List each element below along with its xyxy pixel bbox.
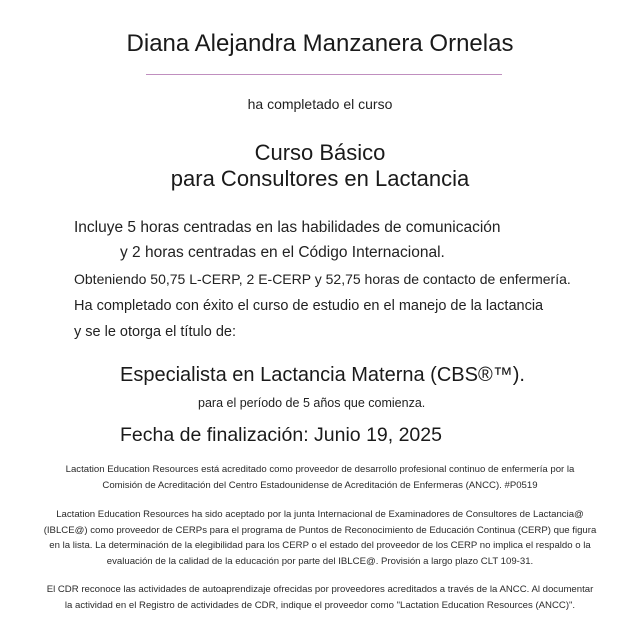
- award-line1: Ha completado con éxito el curso de estudio en el manejo de la lactancia: [74, 298, 544, 314]
- award-line2: y se le otorga el título de:: [74, 324, 237, 340]
- recipient-name: Diana Alejandra Manzanera Ornelas: [126, 30, 514, 57]
- iblce-note-line: Lactation Education Resources ha sido aceptado por la junta Internacional de Examinadores de Consultores de Lactancia@: [56, 509, 584, 520]
- course-title-line1: Curso Básico: [254, 140, 386, 165]
- cdr-accreditation-note: [0, 582, 640, 613]
- cdr-note-line: El CDR reconoce las actividades de autoaprendizaje ofrecidas por proveedores acreditados a través de la ANCC. Al documentar: [46, 584, 594, 595]
- ancc-accreditation-note: [0, 462, 640, 493]
- includes-line2: y 2 horas centradas en el Código Internacional.: [120, 244, 445, 261]
- credits-line: Obteniendo 50,75 L-CERP, 2 E-CERP y 52,75 horas de contacto de enfermería.: [74, 271, 571, 287]
- awarded-title: Especialista en Lactancia Materna (CBS®™).: [120, 364, 525, 386]
- completed-course-text: ha completado el curso: [247, 96, 393, 112]
- includes-line1: Incluye 5 horas centradas en las habilidades de comunicación: [74, 219, 501, 236]
- validity-period: para el período de 5 años que comienza.: [198, 396, 426, 410]
- ancc-note-line: Lactation Education Resources está acreditado como proveedor de desarrollo profesional continuo de enfermería por la: [65, 464, 575, 475]
- iblce-note-line: (IBLCE@) como proveedor de CERPs para el programa de Puntos de Reconocimiento de Educación Continua (CERP) que figura: [43, 524, 597, 536]
- iblce-note-line: en la lista. La determinación de la elegibilidad para los CERP o el estado del proveedor de los CERP no implica el respaldo o la: [49, 540, 591, 552]
- iblce-note-line: evaluación de la calidad de la educación por parte del IBLCE@. Provisión a largo plazo CLT 109-31.: [106, 555, 534, 567]
- course-title-line2: para Consultores en Lactancia: [170, 166, 470, 191]
- cdr-note-line: la actividad en el Registro de actividades de CDR, indique el proveedor como "Lactation Education Resources (ANCC)".: [64, 599, 576, 611]
- iblce-accreditation-note: [0, 507, 640, 569]
- ancc-note-line: Comisión de Acreditación del Centro Estadounidense de Acreditación de Enfermeras (ANCC). #P0519: [102, 479, 538, 491]
- completion-date: Fecha de finalización: Junio 19, 2025: [120, 424, 442, 446]
- name-divider: [146, 74, 502, 75]
